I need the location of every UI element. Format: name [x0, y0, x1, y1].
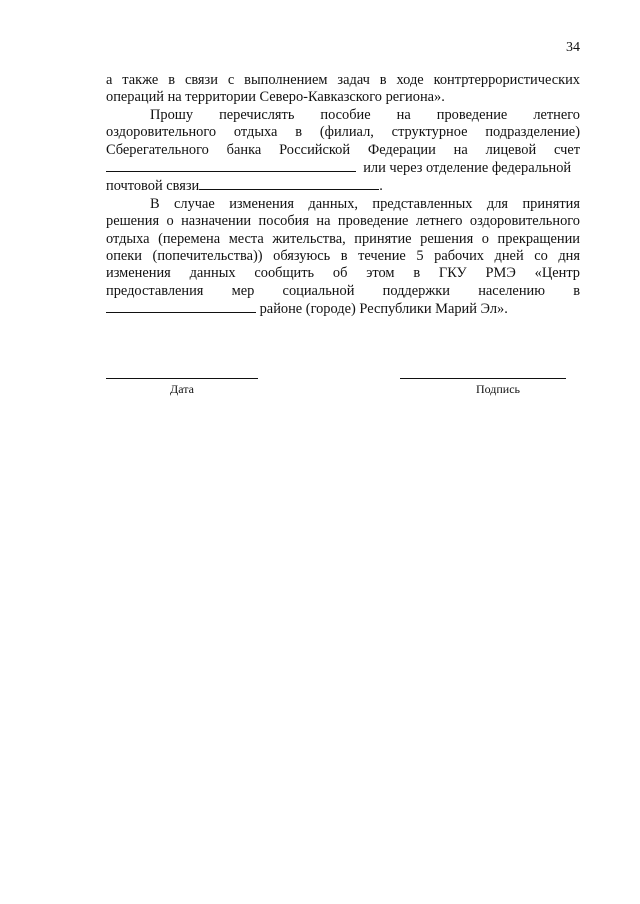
paragraph-line: Прошу перечислять пособие на проведение летнего — [150, 106, 580, 123]
paragraph-line: В случае изменения данных, представленных для принятия — [150, 195, 580, 212]
paragraph-line: отдыха (перемена места жительства, принятие решения о прекращении — [106, 230, 580, 247]
paragraph-fragment: почтовой связи — [106, 178, 200, 195]
paragraph-line — [106, 177, 580, 195]
page-number: 34 — [566, 40, 580, 55]
signature-line[interactable] — [400, 378, 566, 379]
post-office-blank[interactable] — [199, 177, 379, 190]
signature-label: Подпись — [475, 382, 521, 396]
document-body — [106, 72, 580, 319]
paragraph-line: оздоровительного отдыха в (филиал, структурное подразделение) — [106, 124, 580, 141]
paragraph-fragment: районе (городе) Республики Марий Эл». — [259, 301, 508, 318]
paragraph-line: операций на территории Северо-Кавказского региона». — [106, 89, 445, 106]
district-blank[interactable] — [106, 300, 256, 313]
paragraph-line: а также в связи с выполнением задач в ходе контртеррористических — [106, 72, 580, 88]
date-label: Дата — [170, 382, 194, 396]
paragraph-line: Сберегательного банка Российской Федерации на лицевой счет — [106, 141, 580, 158]
paragraph-fragment: . — [379, 178, 383, 195]
date-signature-line[interactable] — [106, 378, 258, 379]
paragraph-line: опеки (попечительства)) обязуюсь в течение 5 рабочих дней со дня — [106, 248, 580, 265]
paragraph-line: изменения данных сообщить об этом в ГКУ РМЭ «Центр — [106, 265, 580, 282]
paragraph-line — [106, 300, 580, 318]
paragraph-line: решения о назначении пособия на проведение летнего оздоровительного — [106, 213, 580, 230]
paragraph-line: предоставления мер социальной поддержки населению в — [106, 282, 580, 299]
account-number-blank[interactable] — [106, 159, 356, 172]
paragraph-line — [106, 159, 580, 177]
paragraph-fragment: или через отделение федеральной — [363, 160, 572, 177]
